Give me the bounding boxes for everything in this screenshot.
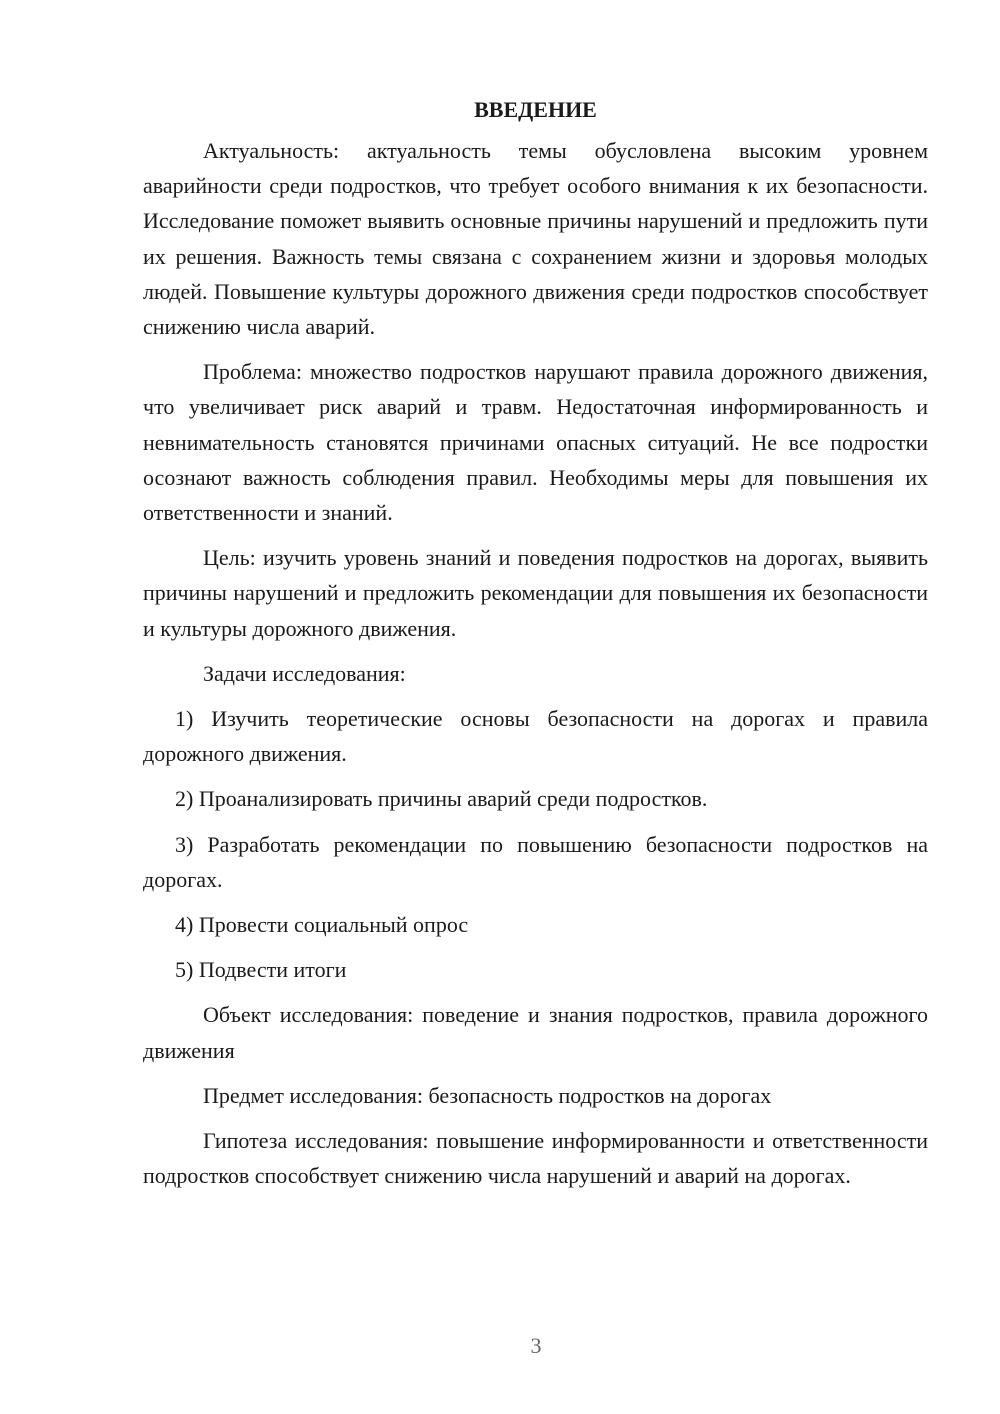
relevance-paragraph: Актуальность: актуальность темы обусловлена высоким уровнем аварийности среди подростков, что требует особого внимания к их безопасности. Исследование поможет выявить основные причины нарушений и предложить пути их решения. Важность темы связана с сохранением жизни и здоровья молодых людей. Повышение культуры дорожного движения среди подростков способствует снижению числа аварий. <box>143 138 928 340</box>
page-number: 3 <box>530 1333 542 1358</box>
tasks-heading: Задачи исследования: <box>203 660 406 686</box>
task-item-1: 1) Изучить теоретические основы безопасности на дорогах и правила дорожного движения. <box>143 706 928 767</box>
hypothesis-paragraph: Гипотеза исследования: повышение информированности и ответственности подростков способствует снижению числа нарушений и аварий на дорогах. <box>143 1128 928 1189</box>
task-item-3: 3) Разработать рекомендации по повышению безопасности подростков на дорогах. <box>143 831 928 892</box>
problem-paragraph: Проблема: множество подростков нарушают правила дорожного движения, что увеличивает риск аварий и травм. Недостаточная информированность и невнимательность становятся причинами опасных ситуаций. Не все подростки осознают важность соблюдения правил. Необходимы меры для повышения их ответственности и знаний. <box>143 359 928 526</box>
subject-paragraph: Предмет исследования: безопасность подростков на дорогах <box>203 1082 772 1108</box>
task-item-2: 2) Проанализировать причины аварий среди подростков. <box>175 786 708 812</box>
object-paragraph: Объект исследования: поведение и знания подростков, правила дорожного движения <box>143 1002 928 1063</box>
page-content <box>143 92 928 1203</box>
task-item-4: 4) Провести социальный опрос <box>175 912 469 938</box>
goal-paragraph: Цель: изучить уровень знаний и поведения подростков на дорогах, выявить причины нарушений и предложить рекомендации для повышения их безопасности и культуры дорожного движения. <box>143 545 928 641</box>
task-item-5: 5) Подвести итоги <box>175 957 347 983</box>
section-title: ВВЕДЕНИЕ <box>474 97 597 122</box>
